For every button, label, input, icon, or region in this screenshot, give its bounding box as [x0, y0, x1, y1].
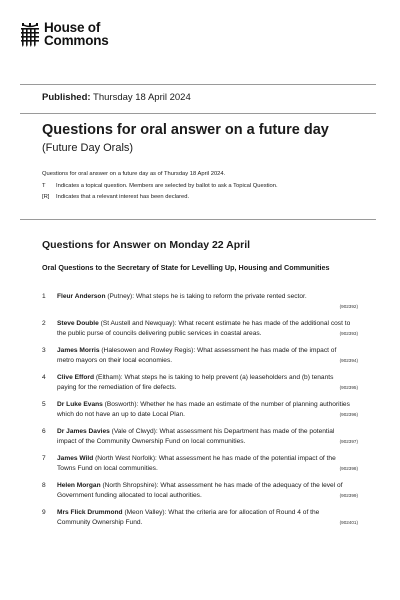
legend-key: T: [42, 182, 46, 189]
question-number: 7: [42, 455, 46, 462]
legend-key: [R]: [42, 194, 50, 200]
question-reference: (902395): [339, 385, 358, 390]
member-name: James Morris: [57, 347, 100, 354]
divider: [20, 84, 376, 85]
question-reference: (902399): [339, 493, 358, 498]
question-body: : Whether he has made an estimate of the number of planning authorities which do not have an up to date Local Plan.: [57, 401, 350, 418]
member-name: Dr Luke Evans: [57, 401, 103, 408]
question-reference: (902398): [339, 466, 358, 471]
question-number: 9: [42, 509, 46, 516]
question-text: [57, 346, 358, 373]
logo-wordmark: [44, 22, 109, 47]
question-body: : What assessment he has made of the potential impact of the Towns Fund on local communities.: [57, 455, 336, 472]
question-text: [57, 481, 358, 508]
logo-line-1: House of: [44, 20, 101, 35]
question-number: 8: [42, 482, 46, 489]
intro-block: [42, 169, 278, 204]
published-date: Thursday 18 April 2024: [93, 92, 191, 103]
question-number: 1: [42, 293, 46, 300]
question-reference: (902397): [339, 439, 358, 444]
published-label: Published:: [42, 92, 91, 103]
question-body: : What steps he is taking to help prevent (a) leaseholders and (b) tenants paying for the remediation of fire defects.: [57, 374, 334, 391]
question-item: [42, 346, 358, 373]
question-text: [57, 292, 358, 319]
page-subtitle: (Future Day Orals): [42, 142, 134, 154]
question-text: [57, 508, 358, 535]
question-number: 2: [42, 320, 46, 327]
legend-item-topical: [42, 181, 278, 193]
question-reference: (902394): [339, 358, 358, 363]
question-item: [42, 508, 358, 535]
constituency: (North Shropshire): [102, 482, 157, 489]
house-of-commons-logo[interactable]: [20, 22, 109, 47]
constituency: (Meon Valley): [124, 509, 165, 516]
page-title: Questions for oral answer on a future day: [42, 122, 329, 138]
question-number: 4: [42, 374, 46, 381]
constituency: (Halesowen and Rowley Regis): [101, 347, 194, 354]
question-item: [42, 427, 358, 454]
member-name: Clive Efford: [57, 374, 95, 381]
member-name: James Wild: [57, 455, 94, 462]
question-reference: (902401): [339, 520, 358, 525]
question-body: : What assessment he has made of the impact of metro mayors on their local economies.: [57, 347, 337, 364]
constituency: (Putney): [107, 293, 133, 300]
member-name: Mrs Flick Drummond: [57, 509, 123, 516]
question-text: [57, 454, 358, 481]
constituency: (Eltham): [95, 374, 121, 381]
logo-line-2: Commons: [44, 32, 109, 48]
question-body: : What assessment his Department has made of the potential impact of the Community Ownership Fund on local communities.: [57, 428, 335, 445]
legend-item-interest: [42, 192, 278, 204]
question-item: [42, 454, 358, 481]
section-title: Questions for Answer on Monday 22 April: [42, 239, 251, 251]
legend-desc: Indicates that a relevant interest has been declared.: [56, 194, 190, 200]
constituency: (Bosworth): [104, 401, 137, 408]
question-body: : What the criteria are for allocation of Round 4 of the Community Ownership Fund.: [57, 509, 320, 526]
member-name: Steve Double: [57, 320, 99, 327]
question-list: [42, 292, 358, 535]
portcullis-icon: [20, 23, 40, 47]
constituency: (Vale of Clwyd): [111, 428, 156, 435]
question-reference: (902393): [339, 331, 358, 336]
member-name: Fleur Anderson: [57, 293, 106, 300]
question-item: [42, 400, 358, 427]
question-item: [42, 292, 358, 319]
legend-desc: Indicates a topical question. Members are selected by ballot to ask a Topical Question.: [56, 182, 278, 189]
divider: [20, 113, 376, 114]
question-body: : What steps he is taking to reform the private rented sector.: [132, 293, 307, 300]
question-reference: (902392): [339, 304, 358, 309]
question-reference: (902396): [339, 412, 358, 417]
intro-text: Questions for oral answer on a future day as of Thursday 18 April 2024.: [42, 171, 226, 177]
question-text: [57, 319, 358, 346]
divider: [20, 219, 376, 220]
question-number: 5: [42, 401, 46, 408]
department-heading: Oral Questions to the Secretary of State for Levelling Up, Housing and Communities: [42, 263, 330, 272]
question-text: [57, 373, 358, 400]
question-number: 6: [42, 428, 46, 435]
published-line: [42, 92, 191, 104]
member-name: Helen Morgan: [57, 482, 101, 489]
question-item: [42, 373, 358, 400]
question-item: [42, 481, 358, 508]
member-name: Dr James Davies: [57, 428, 110, 435]
question-text: [57, 400, 358, 427]
constituency: (St Austell and Newquay): [100, 320, 175, 327]
question-item: [42, 319, 358, 346]
question-body: : What recent estimate he has made of the additional cost to the public purse of councils delivering public services in coastal areas.: [57, 320, 351, 337]
question-number: 3: [42, 347, 46, 354]
constituency: (North West Norfolk): [95, 455, 156, 462]
question-body: : What assessment he has made of the adequacy of the level of Government funding allocated to local authorities.: [57, 482, 343, 499]
question-text: [57, 427, 358, 454]
